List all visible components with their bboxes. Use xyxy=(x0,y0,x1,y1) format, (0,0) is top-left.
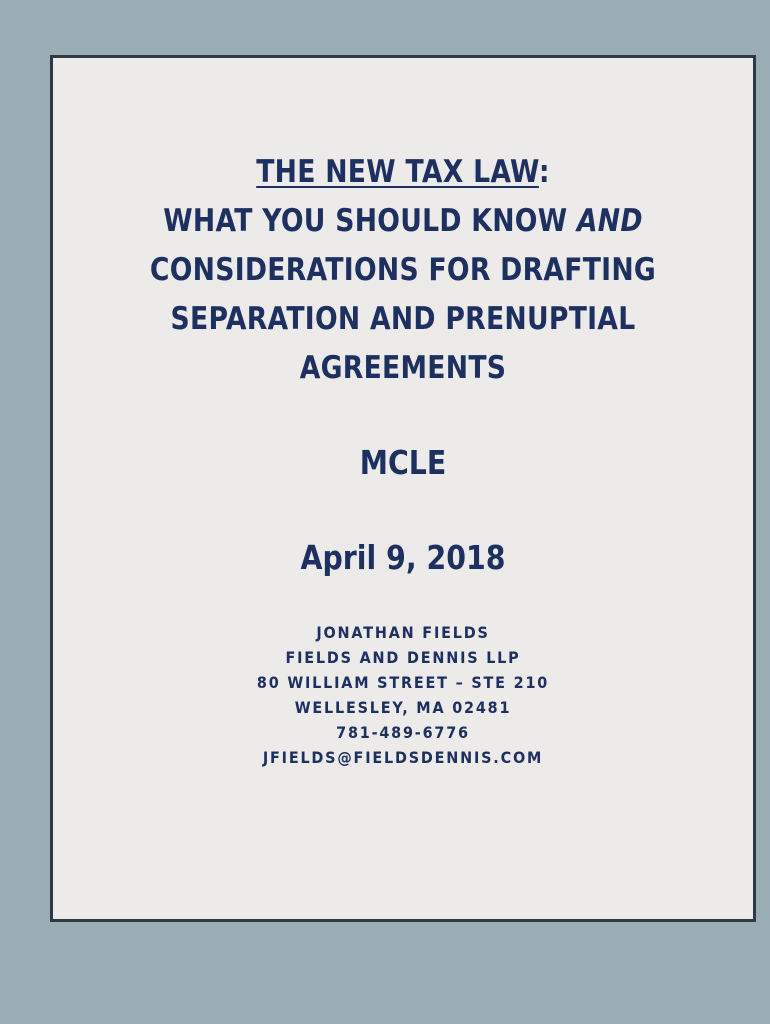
title-line-2 xyxy=(102,197,704,246)
contact-name: JONATHAN FIELDS xyxy=(316,623,490,642)
contact-firm: FIELDS AND DENNIS LLP xyxy=(285,648,521,667)
contact-street: 80 WILLIAM STREET – STE 210 xyxy=(256,673,550,692)
contact-city: WELLESLEY, MA 02481 xyxy=(294,698,512,717)
contact-block xyxy=(88,620,718,770)
title-emphasis: AND xyxy=(576,203,643,239)
title-underlined-text: THE NEW TAX LAW xyxy=(256,154,539,190)
title-colon: : xyxy=(538,154,550,190)
title-line-3: CONSIDERATIONS FOR DRAFTING xyxy=(149,252,657,288)
contact-phone: 781-489-6776 xyxy=(336,723,470,742)
document-slide xyxy=(50,55,756,922)
title-line-1 xyxy=(102,148,704,197)
document-title xyxy=(102,148,704,393)
title-line-4: SEPARATION AND PRENUPTIAL xyxy=(170,301,636,337)
title-line-5: AGREEMENTS xyxy=(299,350,507,386)
title-line-2-text: WHAT YOU SHOULD KNOW xyxy=(163,203,577,239)
presentation-date: April 9, 2018 xyxy=(300,538,506,577)
contact-email: JFIELDS@FIELDSDENNIS.COM xyxy=(262,748,544,767)
program-label: MCLE xyxy=(359,443,447,482)
slide-content xyxy=(53,148,753,770)
